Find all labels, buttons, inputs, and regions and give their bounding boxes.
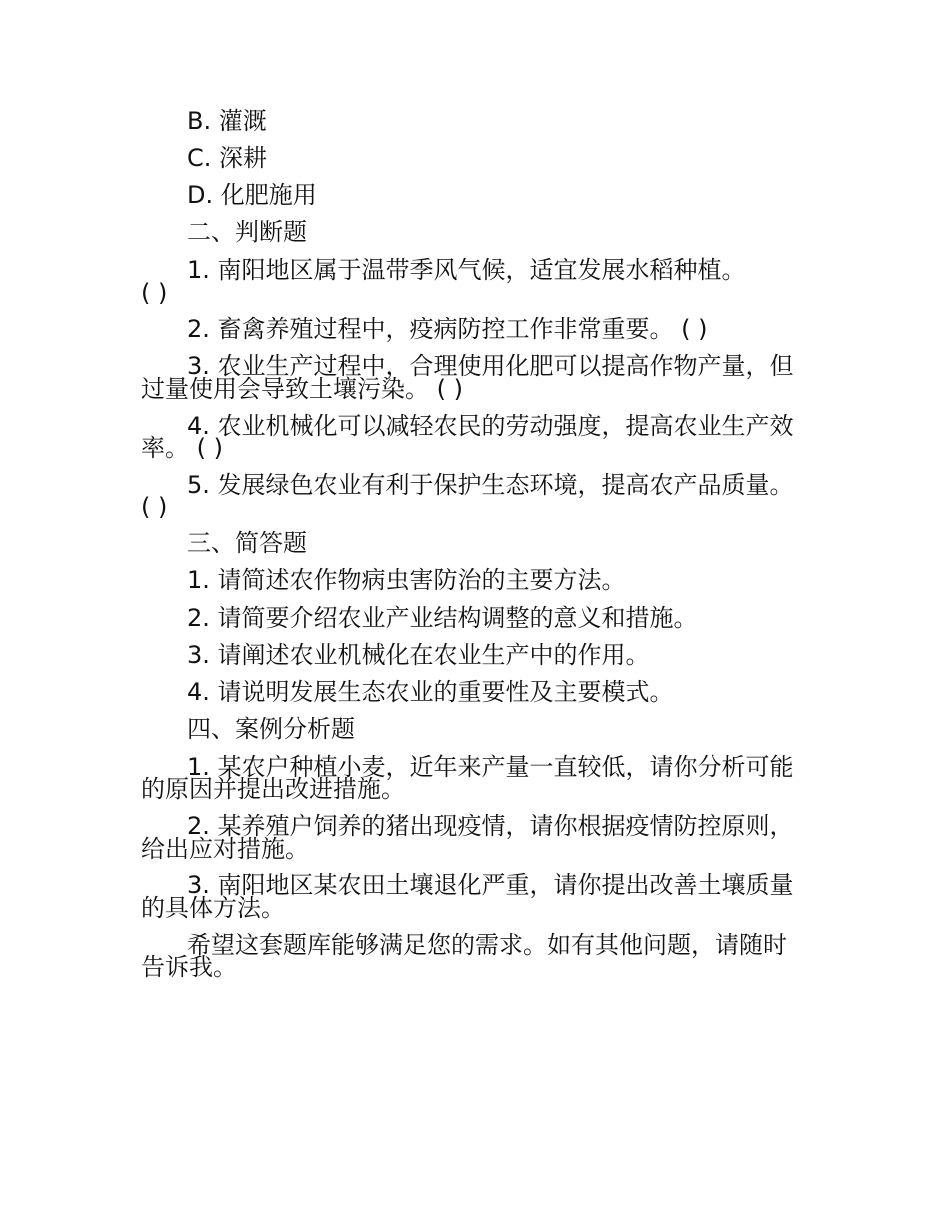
question-line: 2. 某养殖户饲养的猪出现疫情，请你根据疫情防控原则， <box>187 812 794 840</box>
question-line: 1. 南阳地区属于温带季风气候，适宜发展水稻种植。 <box>187 256 746 284</box>
section-heading-case-analysis: 四、案例分析题 <box>187 715 355 743</box>
question-line-continued: 率。 ( ) <box>141 434 223 462</box>
question-line-continued: ( ) <box>141 279 168 307</box>
section-heading-short-answer: 三、简答题 <box>187 529 307 557</box>
question-line-continued: 给出应对措施。 <box>141 835 309 863</box>
question-line: 5. 发展绿色农业有利于保护生态环境，提高农产品质量。 <box>187 471 794 499</box>
question-line: 1. 请简述农作物病虫害防治的主要方法。 <box>187 566 626 594</box>
question-line: 2. 请简要介绍农业产业结构调整的意义和措施。 <box>187 604 698 632</box>
question-line-continued: 过量使用会导致土壤污染。 ( ) <box>141 375 463 403</box>
option-b: B. 灌溉 <box>187 107 267 135</box>
question-line: 4. 农业机械化可以减轻农民的劳动强度，提高农业生产效 <box>187 412 794 440</box>
question-line: 2. 畜禽养殖过程中，疫病防控工作非常重要。 ( ) <box>187 315 708 343</box>
question-line: 3. 农业生产过程中，合理使用化肥可以提高作物产量，但 <box>187 352 794 380</box>
question-line: 3. 南阳地区某农田土壤退化严重，请你提出改善土壤质量 <box>187 871 794 899</box>
question-line: 4. 请说明发展生态农业的重要性及主要模式。 <box>187 678 674 706</box>
section-heading-true-false: 二、判断题 <box>187 218 307 246</box>
question-line-continued: 的原因并提出改进措施。 <box>141 775 405 803</box>
question-line: 3. 请阐述农业机械化在农业生产中的作用。 <box>187 641 650 669</box>
option-c: C. 深耕 <box>187 144 268 172</box>
option-d: D. 化肥施用 <box>187 181 317 209</box>
closing-line-continued: 告诉我。 <box>141 953 237 981</box>
question-line-continued: 的具体方法。 <box>141 894 285 922</box>
question-line: 1. 某农户种植小麦，近年来产量一直较低，请你分析可能 <box>187 753 794 781</box>
question-line-continued: ( ) <box>141 493 168 521</box>
closing-line: 希望这套题库能够满足您的需求。如有其他问题，请随时 <box>187 931 787 959</box>
